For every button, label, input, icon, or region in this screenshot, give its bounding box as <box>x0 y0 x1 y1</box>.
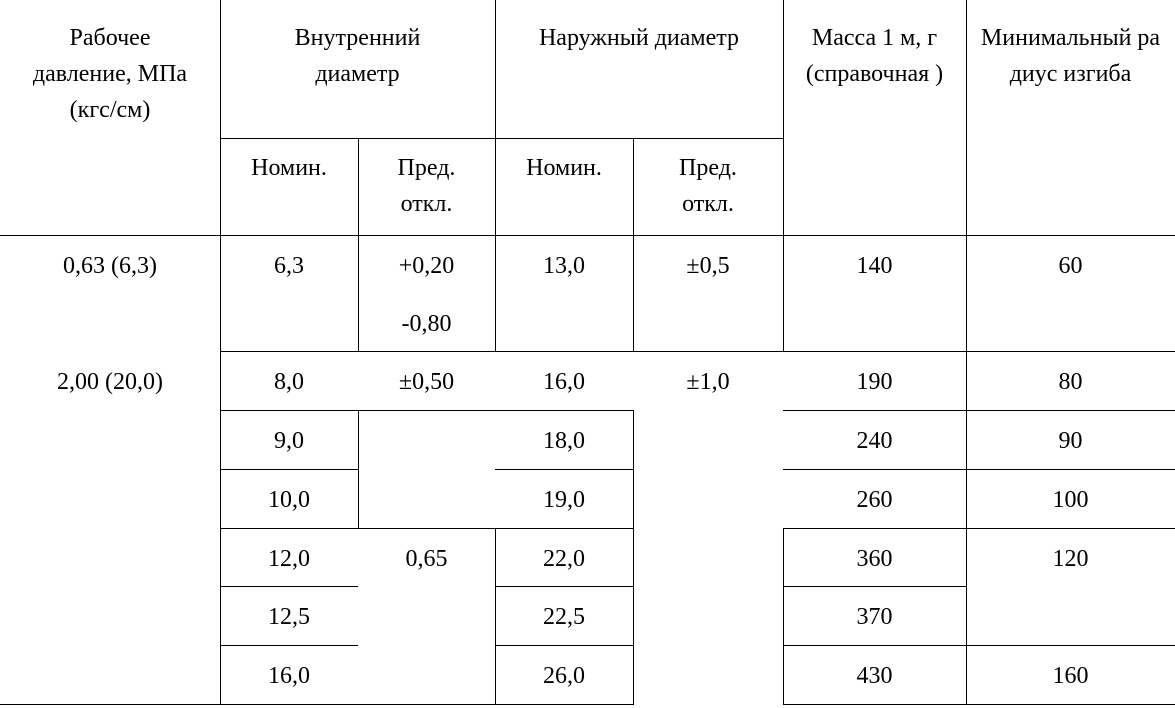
grid-line <box>966 0 967 705</box>
subheader-inner-deviation <box>358 150 495 222</box>
grid-line <box>220 138 783 139</box>
header-mass-text: Масса 1 м, г (справочная ) <box>805 25 944 87</box>
header-outer-diameter <box>495 20 783 56</box>
grid-line <box>495 528 496 705</box>
cell-mass: 190 <box>856 369 893 395</box>
grid-line <box>0 704 633 705</box>
cell-radius: 90 <box>1058 428 1083 454</box>
cell-pressure-2: 2,00 (20,0) <box>57 369 163 395</box>
cell-inner-nominal: 6,3 <box>274 253 304 279</box>
cell-radius: 160 <box>1052 663 1089 689</box>
cell-outer-nominal: 19,0 <box>543 487 585 513</box>
cell-outer-deviation: ±0,5 <box>686 253 730 279</box>
cell-radius: 80 <box>1058 369 1083 395</box>
header-inner-diameter <box>220 20 495 92</box>
cell-radius: 120 <box>1052 546 1089 572</box>
grid-line <box>783 645 1175 646</box>
grid-line <box>633 138 634 352</box>
header-inner-text: Внутренний диаметр <box>294 25 421 87</box>
grid-line <box>783 528 784 705</box>
header-radius-text: Минимальный радиус изгиба <box>980 25 1161 87</box>
grid-line <box>783 410 1175 411</box>
subheader-outer-deviation-text: Пред. откл. <box>679 155 737 217</box>
grid-line <box>358 138 359 352</box>
cell-mass: 240 <box>856 428 893 454</box>
cell-inner-deviation-lower: -0,80 <box>401 311 452 337</box>
cell-mass: 360 <box>856 546 893 572</box>
grid-line <box>220 645 358 646</box>
subheader-outer-nominal: Номин. <box>526 155 602 181</box>
cell-mass: 370 <box>856 604 893 630</box>
grid-line <box>783 0 784 352</box>
subheader-outer-deviation <box>633 150 783 222</box>
cell-outer-nominal: 26,0 <box>543 663 585 689</box>
cell-inner-nominal: 12,5 <box>268 604 310 630</box>
cell-outer-nominal: 16,0 <box>543 369 585 395</box>
grid-line <box>783 528 1175 529</box>
grid-line <box>783 469 1175 470</box>
cell-inner-nominal: 8,0 <box>274 369 304 395</box>
grid-line <box>495 0 496 352</box>
cell-inner-deviation-upper: +0,20 <box>398 253 455 279</box>
cell-inner-nominal: 10,0 <box>268 487 310 513</box>
grid-line <box>783 586 966 587</box>
grid-line <box>633 410 634 705</box>
cell-mass: 140 <box>856 253 893 279</box>
header-outer-text: Наружный диаметр <box>538 25 740 51</box>
header-pressure-text: Рабочее давление, МПа (кгс/см) <box>32 25 188 123</box>
grid-line <box>220 469 358 470</box>
cell-outer-deviation: ±1,0 <box>686 369 730 395</box>
cell-mass: 260 <box>856 487 893 513</box>
grid-line <box>495 586 633 587</box>
grid-line <box>783 704 1175 705</box>
grid-line <box>495 469 633 470</box>
grid-line <box>220 0 221 705</box>
cell-outer-nominal: 22,5 <box>543 604 585 630</box>
grid-line <box>358 410 359 528</box>
cell-inner-deviation: ±0,50 <box>398 369 455 395</box>
header-pressure <box>0 20 220 128</box>
subheader-inner-deviation-text: Пред. откл. <box>397 155 456 217</box>
grid-line <box>220 351 1175 352</box>
grid-line <box>220 586 358 587</box>
grid-line <box>220 528 633 529</box>
subheader-inner-nominal: Номин. <box>251 155 327 181</box>
cell-inner-deviation: 0,65 <box>405 546 448 572</box>
cell-outer-nominal: 18,0 <box>543 428 585 454</box>
grid-line <box>0 235 1175 236</box>
cell-inner-nominal: 16,0 <box>268 663 310 689</box>
grid-line <box>495 410 633 411</box>
cell-inner-nominal: 9,0 <box>274 428 304 454</box>
cell-mass: 430 <box>856 663 893 689</box>
cell-radius: 60 <box>1058 253 1083 279</box>
cell-inner-nominal: 12,0 <box>268 546 310 572</box>
header-mass <box>783 20 966 92</box>
grid-line <box>495 645 633 646</box>
cell-radius: 100 <box>1052 487 1089 513</box>
header-radius <box>966 20 1175 92</box>
cell-outer-nominal: 22,0 <box>543 546 585 572</box>
cell-pressure-1: 0,63 (6,3) <box>63 253 157 279</box>
cell-outer-nominal: 13,0 <box>543 253 585 279</box>
